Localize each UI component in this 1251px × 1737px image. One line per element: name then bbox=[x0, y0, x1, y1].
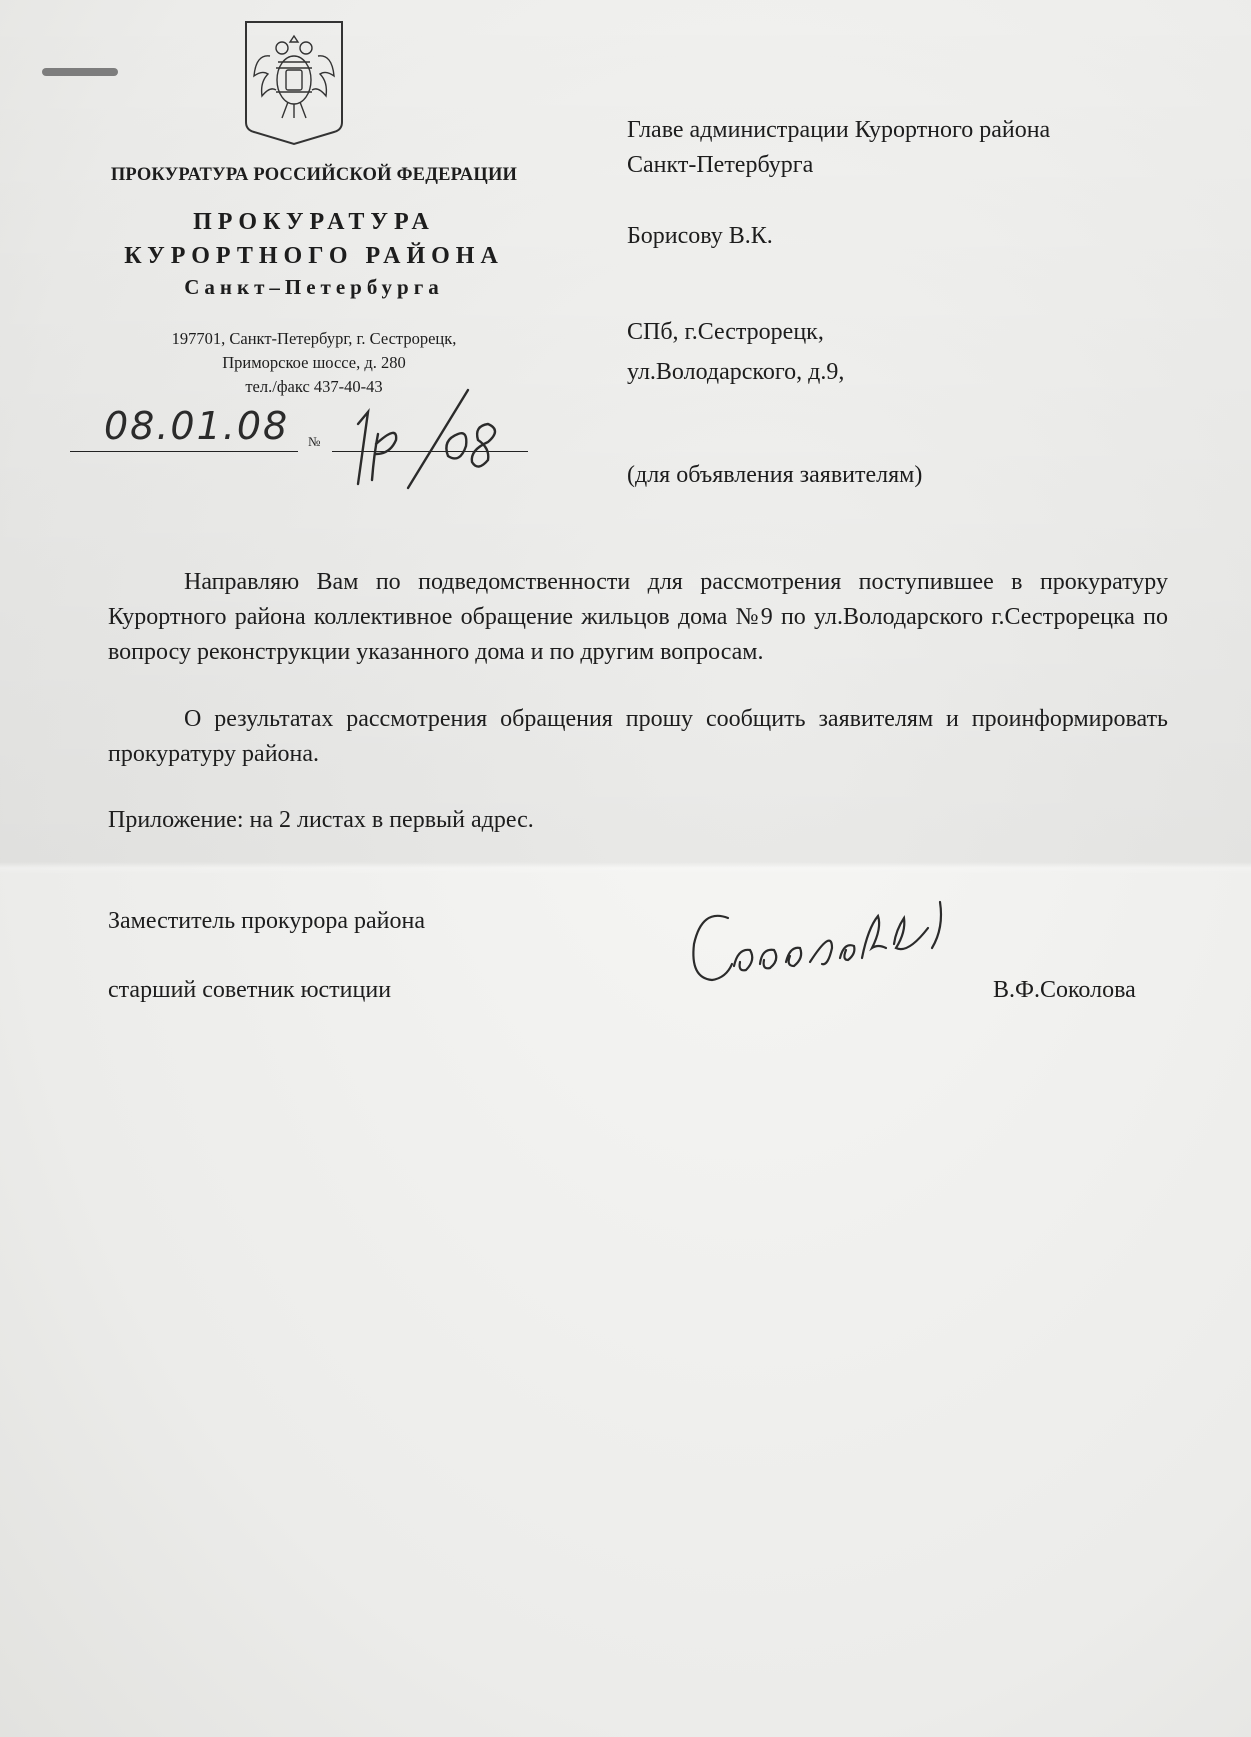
addressee-address-line2: ул.Володарского, д.9, bbox=[627, 359, 845, 385]
office-address-line2: Приморское шоссе, д. 280 bbox=[222, 353, 406, 372]
signer-position: Заместитель прокурора района bbox=[108, 908, 425, 934]
coat-of-arms-icon bbox=[242, 18, 346, 146]
addressee-line1: Главе администрации Курортного района bbox=[627, 117, 1051, 143]
office-phone: тел./факс 437-40-43 bbox=[245, 377, 383, 396]
addressee-line2: Санкт-Петербурга bbox=[627, 152, 814, 178]
number-sign: № bbox=[308, 434, 321, 449]
signer-name: В.Ф.Соколова bbox=[993, 977, 1136, 1003]
office-address-line1: 197701, Санкт-Петербург, г. Сестрорецк, bbox=[171, 329, 457, 348]
office-title-line1: ПРОКУРАТУРА bbox=[193, 209, 435, 235]
body-paragraph-1: Направляю Вам по подведомственности для рассмотрения поступившее в прокуратуру Курортного района коллективное обращение жильцов дома №9 по ул.Володарского г.Сестрорецка по вопросу реконструкции указанного дома и по другим вопросам. bbox=[108, 569, 1168, 665]
agency-title: ПРОКУРАТУРА РОССИЙСКОЙ ФЕДЕРАЦИИ bbox=[110, 165, 518, 185]
office-title-line2: КУРОРТНОГО РАЙОНА bbox=[124, 243, 504, 269]
date-underline bbox=[70, 451, 298, 452]
handwritten-reference-number bbox=[338, 384, 528, 494]
addressee-address-line1: СПб, г.Сестрорецк, bbox=[627, 319, 824, 345]
punch-mark bbox=[42, 68, 118, 76]
addressee-note: (для объявления заявителям) bbox=[627, 462, 923, 488]
office-city: Санкт–Петербурга bbox=[184, 275, 444, 299]
handwritten-signature bbox=[682, 888, 982, 998]
attachment-note: Приложение: на 2 листах в первый адрес. bbox=[108, 807, 534, 833]
addressee-name: Борисову В.К. bbox=[627, 223, 773, 249]
handwritten-date: 08.01.08 bbox=[104, 404, 290, 448]
body-paragraph-2: О результатах рассмотрения обращения прошу сообщить заявителям и проинформировать прокуратуру района. bbox=[108, 706, 1168, 767]
signer-rank: старший советник юстиции bbox=[108, 977, 392, 1003]
